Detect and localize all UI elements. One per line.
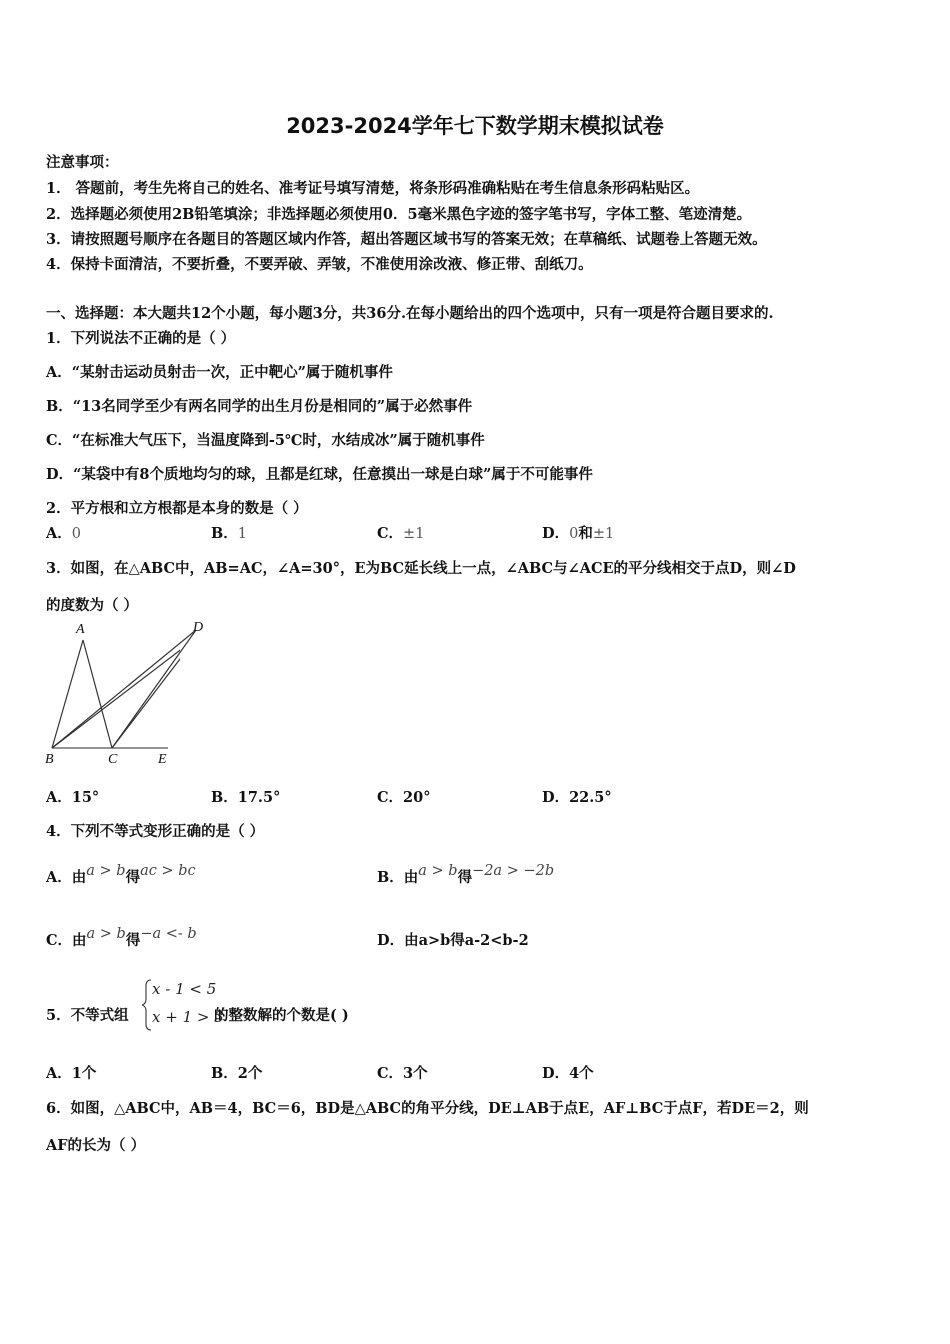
option-result: ac > bc [140, 863, 196, 879]
option-connector: 得 [457, 869, 473, 886]
option-value: 1 [237, 526, 247, 542]
option-condition: a > b [86, 863, 126, 879]
q1-stem: 1．下列说法不正确的是（ ） [46, 330, 236, 347]
q5-stem-prefix: 5．不等式组 [46, 1007, 129, 1024]
option-value: 0 [71, 526, 81, 542]
notice-item-2: 2．选择题必须使用2B铅笔填涂；非选择题必须使用0．5毫米黑色字迹的签字笔书写，字体工整、笔迹清楚。 [46, 206, 752, 223]
q2-option-c [377, 522, 424, 543]
option-value: 0 [569, 526, 579, 542]
notice-item-3: 3．请按照题号顺序在各题目的答题区域内作答，超出答题区域书写的答案无效；在草稿纸、试题卷上答题无效。 [46, 231, 767, 248]
q5-option-b: B．2个 [211, 1065, 263, 1082]
q3-option-a: A．15° [46, 789, 100, 806]
q4-option-b [377, 863, 555, 887]
option-connector: 得 [125, 869, 141, 886]
q3-option-b: B．17.5° [211, 789, 281, 806]
option-condition: a > b [418, 863, 458, 879]
q2-stem: 2．平方根和立方根都是本身的数是（ ） [46, 500, 308, 517]
option-value: ±1 [403, 526, 425, 542]
q3-option-d: D．22.5° [542, 789, 612, 806]
q3-stem-line2: 的度数为（ ） [46, 597, 139, 614]
option-label: B．由 [377, 869, 419, 886]
notice-item-4: 4．保持卡面清洁，不要折叠，不要弄破、弄皱，不准使用涂改液、修正带、刮纸刀。 [46, 256, 593, 273]
option-value-2: ±1 [592, 526, 615, 542]
q1-option-c: C．“在标准大气压下，当温度降到-5℃时，水结成冰”属于随机事件 [46, 432, 485, 449]
q5-inequality-2: x + 1 > 3 [152, 1008, 224, 1026]
fig-label-b: B [45, 752, 54, 767]
q2-option-d [542, 522, 614, 543]
page-title: 2023-2024学年七下数学期末模拟试卷 [286, 114, 664, 138]
fig-label-a: A [76, 622, 85, 637]
option-connector: 得 [125, 932, 141, 949]
q3-stem-line1: 3．如图，在△ABC中，AB=AC，∠A=30°，E为BC延长线上一点，∠ABC与∠ACE的平分线相交于点D，则∠D [46, 560, 796, 577]
q6-stem-line1: 6．如图，△ABC中，AB＝4，BC＝6，BD是△ABC的角平分线，DE⊥AB于点E，AF⊥BC于点F，若DE＝2，则 [46, 1100, 809, 1117]
option-label: B． [211, 525, 238, 542]
option-connector: 和 [578, 525, 593, 542]
fig-label-c: C [108, 752, 118, 767]
notice-item-1: 1． 答题前，考生先将自己的姓名、准考证号填写清楚，将条形码准确粘贴在考生信息条形码粘贴区。 [46, 180, 700, 197]
q5-option-c: C．3个 [377, 1065, 428, 1082]
option-result: −2a > −2b [472, 863, 555, 879]
option-label: A．由 [46, 869, 87, 886]
q3-option-c: C．20° [377, 789, 431, 806]
option-label: C． [377, 525, 404, 542]
notice-heading: 注意事项： [46, 154, 119, 171]
q5-stem-suffix: 的整数解的个数是( ) [214, 1007, 349, 1024]
option-label: A． [46, 525, 72, 542]
option-label: D． [542, 525, 570, 542]
q5-option-d: D．4个 [542, 1065, 594, 1082]
q1-option-b: B．“13名同学至少有两名同学的出生月份是相同的”属于必然事件 [46, 398, 473, 415]
q4-option-c [46, 926, 197, 950]
q1-option-a: A．“某射击运动员射击一次，正中靶心”属于随机事件 [46, 364, 393, 381]
q4-stem: 4．下列不等式变形正确的是（ ） [46, 823, 265, 840]
q2-option-a [46, 522, 81, 543]
option-result: −a <- b [140, 926, 197, 942]
q2-option-b [211, 522, 247, 543]
q3-figure-overlay [40, 618, 210, 773]
q4-option-a [46, 863, 196, 887]
section-heading: 一、选择题：本大题共12个小题，每小题3分，共36分.在每小题给出的四个选项中，只有一项是符合题目要求的. [46, 305, 774, 322]
option-condition: a > b [86, 926, 126, 942]
fig-label-d: D [193, 620, 204, 635]
q5-option-a: A．1个 [46, 1065, 97, 1082]
q4-option-d: D．由a>b得a-2<b-2 [377, 932, 529, 949]
option-label: C．由 [46, 932, 87, 949]
fig-label-e: E [158, 752, 167, 767]
q5-inequality-1: x - 1 < 5 [152, 980, 217, 998]
q1-option-d: D．“某袋中有8个质地均匀的球，且都是红球，任意摸出一球是白球”属于不可能事件 [46, 466, 593, 483]
q6-stem-line2: AF的长为（ ） [46, 1137, 146, 1154]
